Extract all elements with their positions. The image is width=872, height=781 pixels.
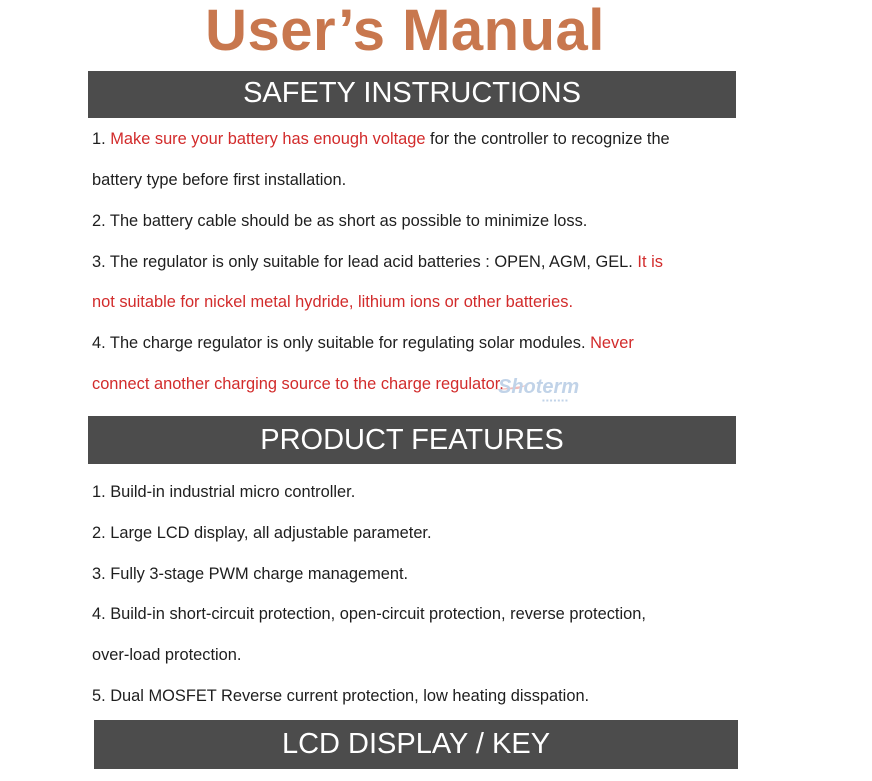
safety-item-4-warning: connect another charging source to the charge regulator.	[92, 375, 504, 393]
safety-item-3-warning: not suitable for nickel metal hydride, lithium ions or other batteries.	[92, 293, 574, 311]
safety-item-1-continued: battery type before first installation.	[92, 171, 347, 189]
safety-item-1-text: for the controller to recognize the	[425, 130, 670, 148]
product-features-heading: PRODUCT FEATURES	[88, 416, 736, 464]
safety-item-1	[92, 129, 670, 149]
safety-instructions-heading: SAFETY INSTRUCTIONS	[88, 71, 736, 118]
safety-item-2: 2. The battery cable should be as short as possible to minimize loss.	[92, 212, 588, 230]
watermark-subtext: ▪▪▪▪▪▪▪	[542, 396, 569, 405]
feature-item: 4. Build-in short-circuit protection, open-circuit protection, reverse protection,	[92, 605, 646, 623]
page-title: User’s Manual	[205, 0, 605, 63]
feature-item-continued: over-load protection.	[92, 646, 242, 664]
feature-item: 1. Build-in industrial micro controller.	[92, 483, 356, 501]
feature-item: 2. Large LCD display, all adjustable parameter.	[92, 524, 432, 542]
safety-item-3-highlight: It is	[637, 253, 663, 271]
safety-item-4-text: 4. The charge regulator is only suitable for regulating solar modules.	[92, 334, 591, 352]
safety-item-3	[92, 252, 663, 272]
safety-item-4-highlight: Never	[590, 334, 634, 352]
watermark-brand: Shoterm	[498, 376, 580, 398]
shoterm-watermark-logo	[498, 376, 598, 410]
safety-item-1-number: 1.	[92, 130, 111, 148]
safety-item-1-highlight: Make sure your battery has enough voltage	[110, 130, 426, 148]
feature-item: 5. Dual MOSFET Reverse current protection, low heating disspation.	[92, 687, 590, 705]
lcd-display-key-heading: LCD DISPLAY / KEY	[94, 720, 738, 769]
feature-item: 3. Fully 3-stage PWM charge management.	[92, 565, 409, 583]
safety-item-3-text: 3. The regulator is only suitable for lead acid batteries : OPEN, AGM, GEL.	[92, 253, 638, 271]
safety-item-4	[92, 333, 634, 353]
